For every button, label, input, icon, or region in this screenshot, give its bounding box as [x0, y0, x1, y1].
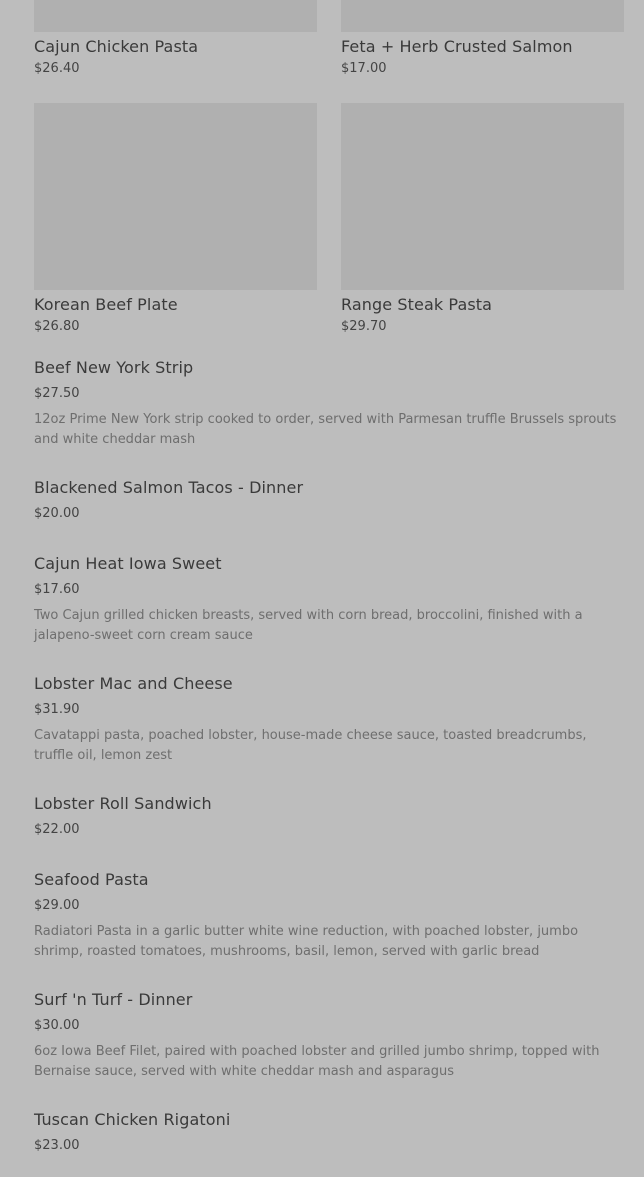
- menu-card[interactable]: [341, 0, 624, 80]
- dish-price: $29.70: [341, 319, 387, 334]
- item-price: $27.50: [34, 386, 80, 401]
- item-description: 6oz Iowa Beef Filet, paired with poached lobster and grilled jumbo shrimp, topped with Bernaise sauce, served with white cheddar mash and asparagus: [34, 1044, 600, 1079]
- dish-image: [34, 0, 317, 32]
- item-name: Blackened Salmon Tacos - Dinner: [34, 478, 304, 497]
- item-price: $20.00: [34, 506, 80, 521]
- item-name: Surf 'n Turf - Dinner: [34, 990, 193, 1009]
- item-name: Seafood Pasta: [34, 870, 149, 889]
- dish-image: [341, 0, 624, 32]
- item-name: Tuscan Chicken Rigatoni: [34, 1110, 231, 1129]
- menu-item[interactable]: [34, 870, 624, 962]
- dish-name: Korean Beef Plate: [34, 295, 178, 314]
- item-price: $23.00: [34, 1138, 80, 1153]
- item-name: Beef New York Strip: [34, 358, 194, 377]
- dish-name: Feta + Herb Crusted Salmon: [341, 37, 573, 56]
- menu-item[interactable]: [34, 674, 624, 766]
- item-price: $30.00: [34, 1018, 80, 1033]
- menu-item[interactable]: [34, 358, 624, 450]
- dish-name: Cajun Chicken Pasta: [34, 37, 199, 56]
- menu-card[interactable]: [341, 103, 624, 339]
- item-price: $29.00: [34, 898, 80, 913]
- menu-card[interactable]: [34, 0, 317, 80]
- dish-name: Range Steak Pasta: [341, 295, 493, 314]
- item-description: Cavatappi pasta, poached lobster, house-made cheese sauce, toasted breadcrumbs, truffle oil, lemon zest: [34, 728, 587, 763]
- item-description: Radiatori Pasta in a garlic butter white wine reduction, with poached lobster, jumbo shrimp, roasted tomatoes, mushrooms, basil, lemon, served with garlic bread: [34, 924, 579, 959]
- menu-card[interactable]: [34, 103, 317, 339]
- item-price: $31.90: [34, 702, 80, 717]
- dish-price: $26.80: [34, 319, 80, 334]
- dish-image: [34, 103, 317, 290]
- item-description: 12oz Prime New York strip cooked to order, served with Parmesan truffle Brussels sprouts and white cheddar mash: [34, 412, 617, 447]
- item-price: $17.60: [34, 582, 80, 597]
- menu-item[interactable]: [34, 794, 624, 842]
- item-name: Cajun Heat Iowa Sweet: [34, 554, 222, 573]
- menu-item[interactable]: [34, 990, 624, 1082]
- dish-image: [341, 103, 624, 290]
- item-name: Lobster Mac and Cheese: [34, 674, 233, 693]
- item-name: Lobster Roll Sandwich: [34, 794, 212, 813]
- item-price: $22.00: [34, 822, 80, 837]
- menu-item[interactable]: [34, 1110, 624, 1158]
- dish-price: $26.40: [34, 61, 80, 76]
- dish-price: $17.00: [341, 61, 387, 76]
- menu-item[interactable]: [34, 478, 624, 526]
- item-description: Two Cajun grilled chicken breasts, served with corn bread, broccolini, finished with a jalapeno-sweet corn cream sauce: [34, 608, 583, 643]
- menu-item[interactable]: [34, 554, 624, 646]
